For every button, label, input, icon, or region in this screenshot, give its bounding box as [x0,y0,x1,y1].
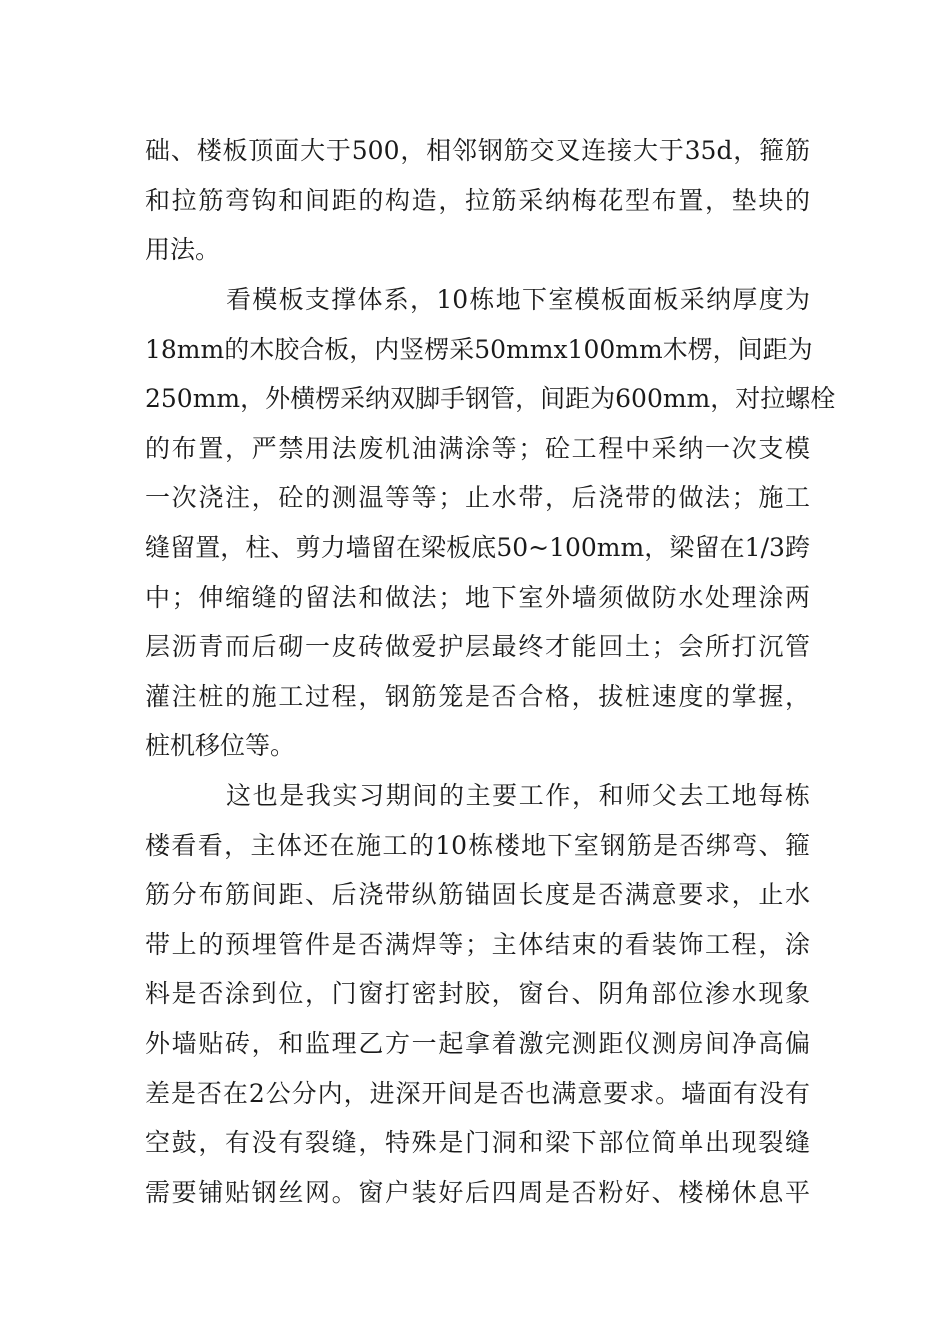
text-line: 层沥青而后砌一皮砖做爱护层最终才能回土；会所打沉管 [145,632,810,661]
text-line: 18mm的木胶合板，内竖楞采50mmx100mm木楞，间距为 [145,335,813,364]
text-line: 灌注桩的施工过程，钢筋笼是否合格，拔桩速度的掌握， [145,682,810,711]
paragraph-first-line: 看模板支撑体系，10栋地下室模板面板采纳厚度为 [226,285,810,314]
text-line: 外墙贴砖，和监理乙方一起拿着激完测距仪测房间净高偏 [145,1029,810,1058]
text-line: 带上的预埋管件是否满焊等；主体结束的看装饰工程，涂 [145,930,810,959]
text-line: 用法。 [145,235,221,264]
text-line: 缝留置，柱、剪力墙留在梁板底50~100mm，梁留在1/3跨 [145,533,810,562]
text-line: 桩机移位等。 [145,731,296,760]
text-line: 和拉筋弯钩和间距的构造，拉筋采纳梅花型布置，垫块的 [145,186,810,215]
text-line: 需要铺贴钢丝网。窗户装好后四周是否粉好、楼梯休息平 [145,1178,810,1207]
text-line: 一次浇注，砼的测温等等；止水带，后浇带的做法；施工 [145,483,810,512]
text-line: 中；伸缩缝的留法和做法；地下室外墙须做防水处理涂两 [145,583,810,612]
paragraph-first-line: 这也是我实习期间的主要工作，和师父去工地每栋 [226,781,810,810]
text-line: 的布置，严禁用法废机油满涂等；砼工程中采纳一次支模 [145,434,810,463]
text-line: 料是否涂到位，门窗打密封胶，窗台、阴角部位渗水现象 [145,979,810,1008]
text-line: 础、楼板顶面大于500，相邻钢筋交叉连接大于35d，箍筋 [145,136,810,165]
text-line: 差是否在2公分内，进深开间是否也满意要求。墙面有没有 [145,1079,810,1108]
text-line: 筋分布筋间距、后浇带纵筋锚固长度是否满意要求，止水 [145,880,810,909]
text-line: 楼看看，主体还在施工的10栋楼地下室钢筋是否绑弯、箍 [145,831,810,860]
text-line: 250mm，外横楞采纳双脚手钢管，间距为600mm，对拉螺栓 [145,384,836,413]
text-line: 空鼓，有没有裂缝，特殊是门洞和梁下部位简单出现裂缝 [145,1128,810,1157]
